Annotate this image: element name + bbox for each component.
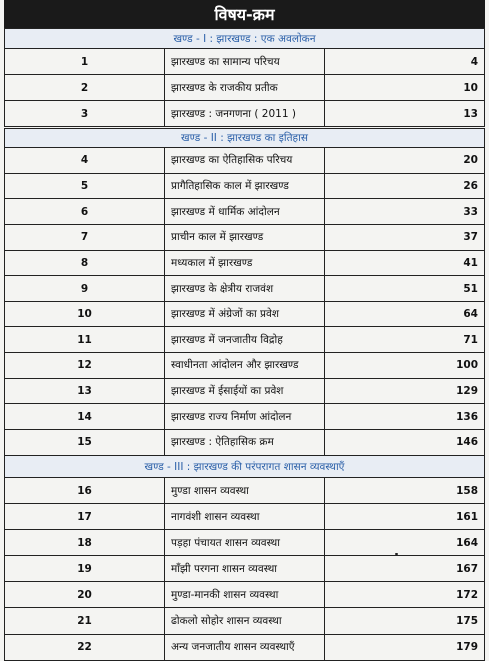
page-number: 136 <box>325 404 485 430</box>
toc-row[interactable] <box>5 224 485 250</box>
page-number: 13 <box>325 101 485 127</box>
toc-row[interactable] <box>5 148 485 174</box>
toc-row[interactable] <box>5 276 485 302</box>
page-number: 100 <box>325 353 485 379</box>
page-number: 37 <box>325 224 485 250</box>
page-number: 179 <box>325 634 485 660</box>
page-number: 167 <box>325 556 485 582</box>
chapter-number: 9 <box>5 276 165 302</box>
toc-table-section-1 <box>4 28 485 127</box>
chapter-number: 5 <box>5 173 165 199</box>
chapter-title: मध्यकाल में झारखण्ड <box>165 250 325 276</box>
chapter-number: 14 <box>5 404 165 430</box>
page-number: 33 <box>325 199 485 225</box>
toc-row[interactable] <box>5 301 485 327</box>
toc-row[interactable] <box>5 101 485 127</box>
chapter-number: 16 <box>5 478 165 504</box>
toc-row[interactable] <box>5 378 485 404</box>
chapter-title: झारखण्ड में अंग्रेजों का प्रवेश <box>165 301 325 327</box>
chapter-number: 19 <box>5 556 165 582</box>
chapter-title: स्वाधीनता आंदोलन और झारखण्ड <box>165 353 325 379</box>
page-number: 129 <box>325 378 485 404</box>
chapter-number: 2 <box>5 75 165 101</box>
toc-row[interactable] <box>5 75 485 101</box>
toc-row[interactable] <box>5 250 485 276</box>
toc-row[interactable] <box>5 608 485 634</box>
toc-row[interactable] <box>5 430 485 456</box>
section-heading: खण्ड - III : झारखण्ड की परंपरागत शासन व्यवस्थाएँ <box>5 456 485 478</box>
page-number: 4 <box>325 49 485 75</box>
toc-row[interactable] <box>5 504 485 530</box>
page-number: 64 <box>325 301 485 327</box>
page-number: 172 <box>325 582 485 608</box>
page-number: 164 <box>325 530 485 556</box>
chapter-title: झारखण्ड : जनगणना ( 2011 ) <box>165 101 325 127</box>
chapter-number: 13 <box>5 378 165 404</box>
chapter-title: ढोकलो सोहोर शासन व्यवस्था <box>165 608 325 634</box>
chapter-title: नागवंशी शासन व्यवस्था <box>165 504 325 530</box>
toc-table-section-2 <box>4 128 485 456</box>
chapter-number: 20 <box>5 582 165 608</box>
chapter-title: झारखण्ड में जनजातीय विद्रोह <box>165 327 325 353</box>
chapter-number: 18 <box>5 530 165 556</box>
toc-row[interactable] <box>5 199 485 225</box>
toc-row[interactable] <box>5 582 485 608</box>
page-title: विषय-क्रम <box>4 0 485 28</box>
chapter-title: अन्य जनजातीय शासन व्यवस्थाएँ <box>165 634 325 660</box>
chapter-title: झारखण्ड : ऐतिहासिक क्रम <box>165 430 325 456</box>
chapter-title: झारखण्ड के क्षेत्रीय राजवंश <box>165 276 325 302</box>
chapter-number: 3 <box>5 101 165 127</box>
chapter-title: झारखण्ड का ऐतिहासिक परिचय <box>165 148 325 174</box>
page-number: 41 <box>325 250 485 276</box>
chapter-title: माँझी परगना शासन व्यवस्था <box>165 556 325 582</box>
toc-row[interactable] <box>5 634 485 660</box>
toc-row[interactable] <box>5 353 485 379</box>
chapter-title: पड़हा पंचायत शासन व्यवस्था <box>165 530 325 556</box>
toc-row[interactable] <box>5 478 485 504</box>
toc-table-section-3 <box>4 455 485 661</box>
section-heading: खण्ड - I : झारखण्ड : एक अवलोकन <box>5 29 485 49</box>
page-number: 146 <box>325 430 485 456</box>
toc-row[interactable] <box>5 327 485 353</box>
page-number: 71 <box>325 327 485 353</box>
chapter-title: झारखण्ड का सामान्य परिचय <box>165 49 325 75</box>
chapter-number: 4 <box>5 148 165 174</box>
chapter-number: 15 <box>5 430 165 456</box>
chapter-title: प्राचीन काल में झारखण्ड <box>165 224 325 250</box>
chapter-number: 17 <box>5 504 165 530</box>
page-number: 20 <box>325 148 485 174</box>
chapter-number: 11 <box>5 327 165 353</box>
section-heading-row <box>5 29 485 49</box>
chapter-title: झारखण्ड के राजकीय प्रतीक <box>165 75 325 101</box>
page-number: 10 <box>325 75 485 101</box>
section-heading: खण्ड - II : झारखण्ड का इतिहास <box>5 129 485 148</box>
page-number: 26 <box>325 173 485 199</box>
chapter-number: 7 <box>5 224 165 250</box>
chapter-title: मुण्डा शासन व्यवस्था <box>165 478 325 504</box>
toc-row[interactable] <box>5 173 485 199</box>
section-heading-row <box>5 129 485 148</box>
toc-row[interactable] <box>5 556 485 582</box>
page-number: 161 <box>325 504 485 530</box>
chapter-number: 8 <box>5 250 165 276</box>
page-number: 175 <box>325 608 485 634</box>
chapter-number: 12 <box>5 353 165 379</box>
toc-row[interactable] <box>5 49 485 75</box>
chapter-title: झारखण्ड में ईसाईयों का प्रवेश <box>165 378 325 404</box>
chapter-title: झारखण्ड राज्य निर्माण आंदोलन <box>165 404 325 430</box>
chapter-number: 10 <box>5 301 165 327</box>
chapter-number: 22 <box>5 634 165 660</box>
chapter-number: 1 <box>5 49 165 75</box>
chapter-number: 21 <box>5 608 165 634</box>
print-speck <box>395 553 398 555</box>
chapter-title: प्रागैतिहासिक काल में झारखण्ड <box>165 173 325 199</box>
chapter-number: 6 <box>5 199 165 225</box>
page-number: 158 <box>325 478 485 504</box>
chapter-title: झारखण्ड में धार्मिक आंदोलन <box>165 199 325 225</box>
toc-row[interactable] <box>5 530 485 556</box>
toc-row[interactable] <box>5 404 485 430</box>
page-number: 51 <box>325 276 485 302</box>
chapter-title: मुण्डा-मानकी शासन व्यवस्था <box>165 582 325 608</box>
section-heading-row <box>5 456 485 478</box>
